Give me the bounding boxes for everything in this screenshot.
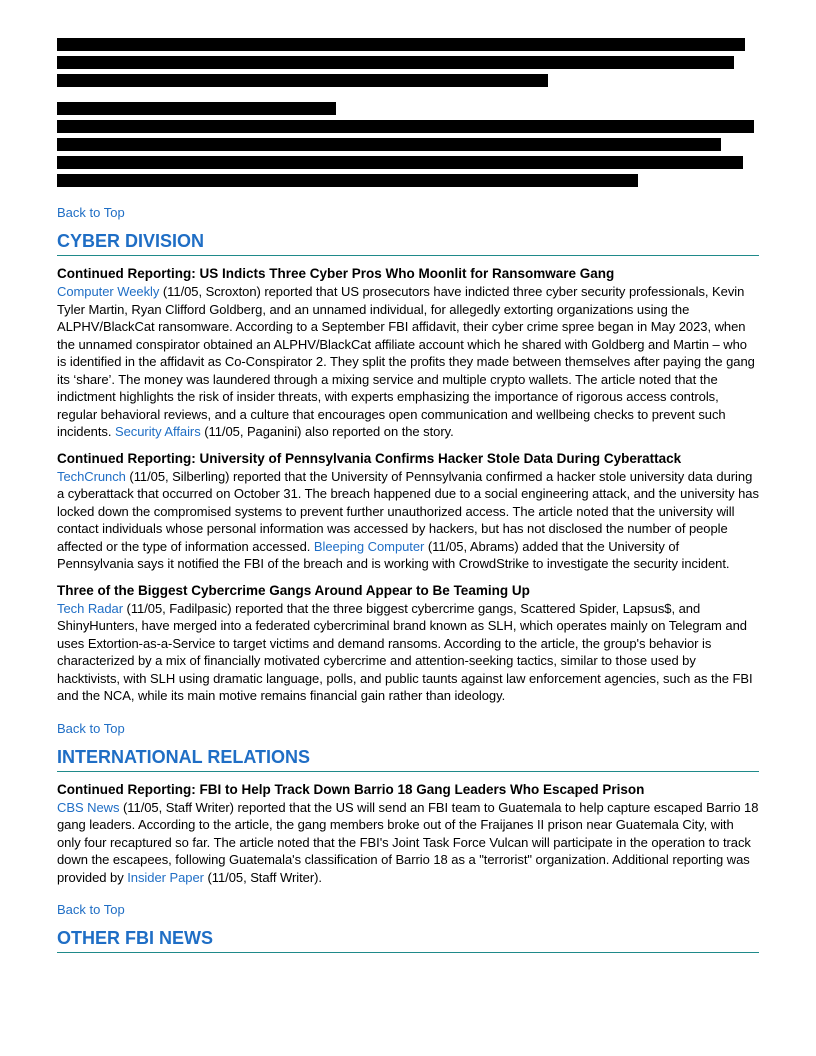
redaction-bar xyxy=(57,102,336,115)
redaction-bar xyxy=(57,38,745,51)
back-to-top-link[interactable]: Back to Top xyxy=(57,205,125,220)
article-title: Continued Reporting: US Indicts Three Cyber Pros Who Moonlit for Ransomware Gang xyxy=(57,266,615,281)
article-title: Continued Reporting: FBI to Help Track Down Barrio 18 Gang Leaders Who Escaped Prison xyxy=(57,781,645,797)
section-cyber-division xyxy=(57,230,759,705)
section-title: OTHER FBI NEWS xyxy=(57,927,759,953)
article xyxy=(57,450,759,573)
section-other-fbi-news xyxy=(57,927,759,953)
source-link[interactable]: TechCrunch xyxy=(57,468,126,484)
article xyxy=(57,265,759,441)
redaction-bar xyxy=(57,120,754,133)
article-body xyxy=(57,799,759,887)
source-link[interactable]: Insider Paper xyxy=(127,869,204,885)
back-to-top-link[interactable]: Back to Top xyxy=(57,902,125,917)
article-text: (11/05, Scroxton) reported that US prosecutors have indicted three cyber security professionals, Kevin Tyler Martin, Ryan Clifford Goldberg, and an unnamed individual, for allegedly extorting organizations using the ALPHV/BlackCat ransomware. According to a September FBI affidavit, their cyber crime spree began in May 2023, when the unnamed conspirator obtained an ALPHV/BlackCat affiliate account which he shared with Goldberg and Martin – who is identified in the affidavit as Co-Conspirator 2. They split the profits they made between themselves after paying the gang its ‘share’. The money was laundered through a mixing service and multiple crypto wallets. The article noted that the indictment highlights the risk of insider threats, with experts emphasizing the importance of rigorous access controls, regular behavioral reviews, and a culture that encourages open communication and wellbeing checks to prevent such incidents. xyxy=(57,284,755,439)
source-link[interactable]: Computer Weekly xyxy=(57,284,160,299)
redaction-bar xyxy=(57,138,721,151)
article-text: (11/05, Staff Writer). xyxy=(203,869,322,885)
article-text: (11/05, Paganini) also reported on the story. xyxy=(200,424,454,439)
article-text: (11/05, Fadilpasic) reported that the three biggest cybercrime gangs, Scattered Spider, Lapsus$, and ShinyHunters, have merged into a federated cybercriminal brand known as SLH, which operates mainly on Telegram and uses Extortion-as-a-Service to target victims and demand ransoms. According to the article, the group's behavior is characterized by a mix of financially motivated cybercrime and attention-seeking tactics, similar to those used by hacktivists, with SLH using dramatic language, polls, and public taunts against law enforcement agencies, such as the FBI and the NCA, while its main motive remains financial gain rather than ideology. xyxy=(57,600,753,703)
source-link[interactable]: CBS News xyxy=(57,799,120,815)
redaction-bar xyxy=(57,74,548,87)
section-international-relations xyxy=(57,746,759,887)
article-body xyxy=(57,600,759,705)
source-link[interactable]: Security Affairs xyxy=(114,424,201,439)
source-link[interactable]: Bleeping Computer xyxy=(313,538,425,554)
article-body xyxy=(57,283,759,441)
article-title: Three of the Biggest Cybercrime Gangs Around Appear to Be Teaming Up xyxy=(57,582,530,598)
redaction-bar xyxy=(57,56,734,69)
source-link[interactable]: Tech Radar xyxy=(57,600,123,616)
article xyxy=(57,582,759,705)
redaction-bar xyxy=(57,174,638,187)
section-title: CYBER DIVISION xyxy=(57,230,759,256)
article-text: (11/05, Staff Writer) reported that the US will send an FBI team to Guatemala to help capture escaped Barrio 18 gang leaders. According to the article, the gang members broke out of the Fraijanes II prison near Guatemala City, with only four recaptured so far. The article noted that the FBI's Joint Task Force Vulcan will participate in the operation to track down the escapees, following Guatemala's classification of Barrio 18 as a "terrorist" organization. Additional reporting was provided by xyxy=(57,799,759,885)
section-title: INTERNATIONAL RELATIONS xyxy=(57,746,759,772)
article-title: Continued Reporting: University of Pennsylvania Confirms Hacker Stole Data During Cyberattack xyxy=(57,450,682,466)
article-body xyxy=(57,468,759,573)
article xyxy=(57,781,759,887)
article-text: (11/05, Silberling) reported that the University of Pennsylvania confirmed a hacker stole university data during a cyberattack that occurred on October 31. The breach happened due to a social engineering attack, and the university has locked down the compromised systems to prevent further unauthorized access. The article noted that the university will contact individuals whose personal information was accessed by hackers, but has not disclosed the number of people affected or the type of information accessed. xyxy=(57,468,759,554)
content xyxy=(57,203,759,953)
article-text: (11/05, Abrams) added that the University of Pennsylvania says it notified the FBI of the breach and is working with CrowdStrike to investigate the security incident. xyxy=(57,538,730,571)
back-to-top-link[interactable]: Back to Top xyxy=(57,720,125,736)
redaction-bar xyxy=(57,156,743,169)
